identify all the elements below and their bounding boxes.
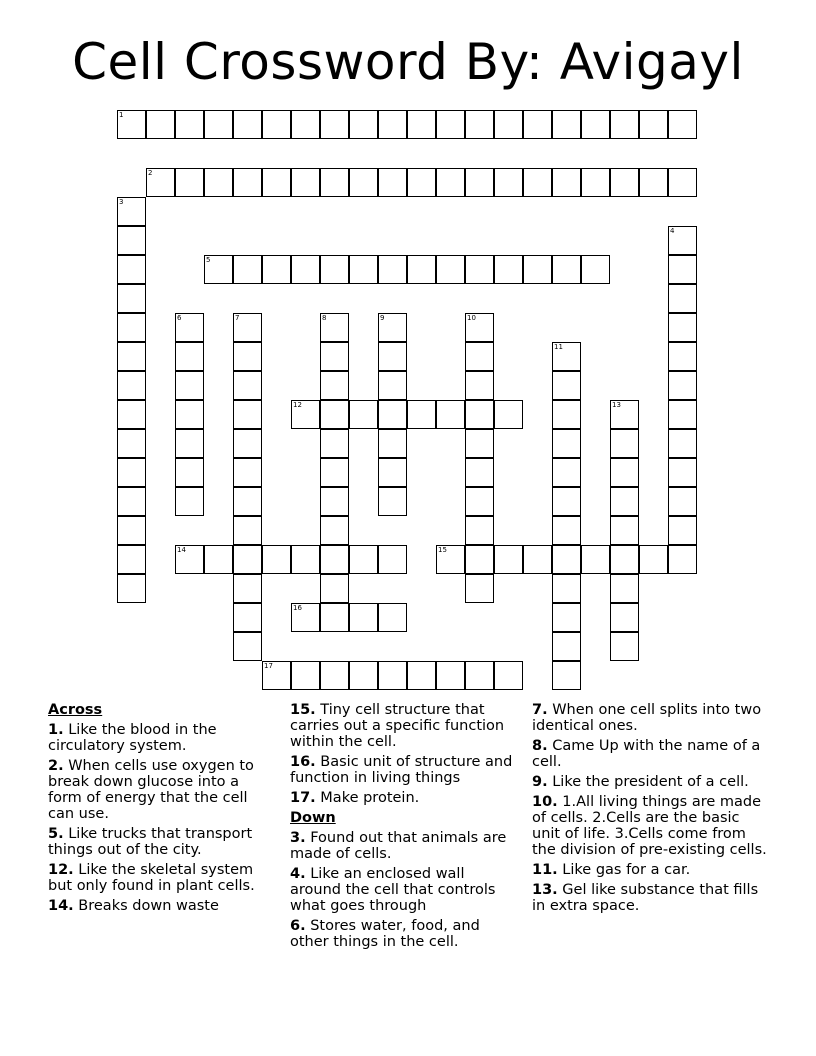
grid-cell[interactable] (494, 545, 523, 574)
grid-cell[interactable] (639, 168, 668, 197)
grid-cell[interactable] (378, 603, 407, 632)
grid-cell[interactable] (610, 603, 639, 632)
grid-cell[interactable] (465, 661, 494, 690)
grid-cell[interactable] (117, 313, 146, 342)
grid-cell[interactable] (610, 458, 639, 487)
clue-across-5: 5. Like trucks that transport things out of the city. (48, 826, 253, 858)
grid-cell[interactable] (610, 429, 639, 458)
grid-cell[interactable] (262, 168, 291, 197)
clue-down-10: 10. 1.All living things are made of cells. 2.Cells are the basic unit of life. 3.Cells come from the division of pre-existing cells. (532, 794, 767, 858)
grid-cell[interactable] (552, 545, 581, 574)
grid-cell[interactable] (668, 371, 697, 400)
grid-cell[interactable] (233, 516, 262, 545)
grid-cell[interactable] (668, 487, 697, 516)
grid-cell[interactable] (117, 458, 146, 487)
grid-cell[interactable] (291, 255, 320, 284)
clue-across-1: 1. Like the blood in the circulatory system. (48, 722, 217, 754)
grid-cell[interactable] (320, 603, 349, 632)
grid-cell[interactable] (610, 487, 639, 516)
grid-cell[interactable] (668, 545, 697, 574)
clue-number: 12 (293, 401, 302, 409)
grid-cell[interactable] (378, 661, 407, 690)
clue-across-15: 15. Tiny cell structure that carries out a specific function within the cell. (290, 702, 505, 750)
grid-cell[interactable] (233, 545, 262, 574)
grid-cell[interactable] (378, 371, 407, 400)
grid-cell[interactable] (117, 371, 146, 400)
grid-cell[interactable] (320, 342, 349, 371)
grid-cell[interactable] (465, 429, 494, 458)
grid-cell[interactable] (146, 110, 175, 139)
grid-cell[interactable] (552, 400, 581, 429)
grid-cell[interactable] (349, 603, 378, 632)
grid-cell[interactable] (610, 545, 639, 574)
grid-cell[interactable] (378, 545, 407, 574)
grid-cell[interactable] (320, 371, 349, 400)
down-heading: Down (290, 810, 336, 826)
grid-cell[interactable] (407, 255, 436, 284)
grid-cell[interactable] (668, 168, 697, 197)
clue-across-2: 2. When cells use oxygen to break down glucose into a form of energy that the cell can use. (48, 758, 254, 822)
grid-cell[interactable] (494, 400, 523, 429)
grid-cell[interactable] (523, 545, 552, 574)
grid-cell[interactable] (465, 255, 494, 284)
grid-cell[interactable] (668, 516, 697, 545)
grid-cell[interactable] (523, 110, 552, 139)
grid-cell[interactable] (117, 255, 146, 284)
grid-cell[interactable] (320, 429, 349, 458)
grid-cell[interactable] (233, 255, 262, 284)
grid-cell[interactable] (610, 110, 639, 139)
grid-cell[interactable] (378, 110, 407, 139)
grid-cell[interactable] (581, 255, 610, 284)
clue-number: 16 (293, 604, 302, 612)
grid-cell[interactable] (175, 168, 204, 197)
grid-cell[interactable] (668, 110, 697, 139)
grid-cell[interactable] (175, 400, 204, 429)
grid-cell[interactable] (581, 168, 610, 197)
grid-cell[interactable] (262, 255, 291, 284)
clue-number: 1 (119, 111, 124, 119)
grid-cell[interactable] (117, 400, 146, 429)
clue-number: 10 (467, 314, 476, 322)
grid-cell[interactable] (436, 661, 465, 690)
grid-cell[interactable] (320, 458, 349, 487)
grid-cell[interactable] (610, 168, 639, 197)
grid-cell[interactable] (204, 110, 233, 139)
clue-down-13: 13. Gel like substance that fills in extra space. (532, 882, 759, 914)
grid-cell[interactable] (320, 110, 349, 139)
clue-down-9: 9. Like the president of a cell. (532, 774, 749, 790)
grid-cell[interactable] (407, 661, 436, 690)
grid-cell[interactable] (320, 400, 349, 429)
grid-cell[interactable] (494, 168, 523, 197)
grid-cell[interactable] (349, 400, 378, 429)
grid-cell[interactable] (668, 400, 697, 429)
grid-cell[interactable] (175, 458, 204, 487)
grid-cell[interactable] (349, 168, 378, 197)
clue-down-4: 4. Like an enclosed wall around the cell that controls what goes through (290, 866, 496, 914)
grid-cell[interactable] (668, 284, 697, 313)
grid-cell[interactable] (291, 168, 320, 197)
grid-cell[interactable] (465, 487, 494, 516)
grid-cell[interactable] (552, 516, 581, 545)
grid-cell[interactable] (407, 168, 436, 197)
grid-cell[interactable] (175, 429, 204, 458)
grid-cell[interactable] (668, 313, 697, 342)
across-heading: Across (48, 702, 103, 718)
grid-cell[interactable] (668, 429, 697, 458)
grid-cell[interactable] (291, 545, 320, 574)
grid-cell[interactable] (320, 255, 349, 284)
grid-cell[interactable] (494, 661, 523, 690)
grid-cell[interactable] (117, 429, 146, 458)
clue-number: 4 (670, 227, 675, 235)
grid-cell[interactable] (204, 545, 233, 574)
grid-cell[interactable] (523, 168, 552, 197)
grid-cell[interactable] (378, 342, 407, 371)
clue-number: 6 (177, 314, 182, 322)
grid-cell[interactable] (465, 545, 494, 574)
grid-cell[interactable] (552, 487, 581, 516)
grid-cell[interactable] (233, 342, 262, 371)
grid-cell[interactable] (581, 110, 610, 139)
clues-column-1 (48, 702, 273, 918)
grid-cell[interactable] (233, 168, 262, 197)
clue-down-8: 8. Came Up with the name of a cell. (532, 738, 761, 770)
clue-number: 15 (438, 546, 447, 554)
grid-cell[interactable] (262, 545, 291, 574)
grid-cell[interactable] (668, 342, 697, 371)
grid-cell[interactable] (465, 574, 494, 603)
grid-cell[interactable] (668, 458, 697, 487)
grid-cell[interactable] (436, 168, 465, 197)
grid-cell[interactable] (407, 110, 436, 139)
clue-across-12: 12. Like the skeletal system but only found in plant cells. (48, 862, 255, 894)
grid-cell[interactable] (552, 574, 581, 603)
grid-cell[interactable] (117, 574, 146, 603)
grid-cell[interactable] (494, 110, 523, 139)
grid-cell[interactable] (233, 574, 262, 603)
grid-cell[interactable] (465, 168, 494, 197)
grid-cell[interactable] (552, 168, 581, 197)
grid-cell[interactable] (117, 487, 146, 516)
grid-cell[interactable] (407, 400, 436, 429)
grid-cell[interactable] (436, 400, 465, 429)
clue-number: 13 (612, 401, 621, 409)
clue-number: 14 (177, 546, 186, 554)
clues-column-2 (290, 702, 518, 954)
grid-cell[interactable] (378, 255, 407, 284)
grid-cell[interactable] (552, 603, 581, 632)
grid-cell[interactable] (117, 284, 146, 313)
grid-cell[interactable] (639, 545, 668, 574)
grid-cell[interactable] (378, 168, 407, 197)
grid-cell[interactable] (668, 255, 697, 284)
grid-cell[interactable] (349, 255, 378, 284)
grid-cell[interactable] (117, 545, 146, 574)
grid-cell[interactable] (378, 487, 407, 516)
grid-cell[interactable] (610, 574, 639, 603)
grid-cell[interactable] (581, 545, 610, 574)
grid-cell[interactable] (436, 255, 465, 284)
grid-cell[interactable] (320, 545, 349, 574)
grid-cell[interactable] (320, 661, 349, 690)
grid-cell[interactable] (552, 661, 581, 690)
grid-cell[interactable] (291, 661, 320, 690)
grid-cell[interactable] (349, 661, 378, 690)
grid-cell[interactable] (117, 516, 146, 545)
grid-cell[interactable] (436, 110, 465, 139)
grid-cell[interactable] (378, 400, 407, 429)
clue-number: 17 (264, 662, 273, 670)
grid-cell[interactable] (320, 574, 349, 603)
grid-cell[interactable] (175, 371, 204, 400)
grid-cell[interactable] (320, 168, 349, 197)
grid-cell[interactable] (378, 458, 407, 487)
grid-cell[interactable] (552, 110, 581, 139)
clue-down-3: 3. Found out that animals are made of cells. (290, 830, 507, 862)
grid-cell[interactable] (552, 371, 581, 400)
grid-cell[interactable] (349, 110, 378, 139)
grid-cell[interactable] (552, 255, 581, 284)
clue-number: 11 (554, 343, 563, 351)
clue-number: 2 (148, 169, 153, 177)
grid-cell[interactable] (494, 255, 523, 284)
grid-cell[interactable] (117, 226, 146, 255)
grid-cell[interactable] (262, 110, 291, 139)
grid-cell[interactable] (233, 371, 262, 400)
grid-cell[interactable] (175, 487, 204, 516)
clue-across-14: 14. Breaks down waste (48, 898, 219, 914)
grid-cell[interactable] (465, 342, 494, 371)
clue-down-11: 11. Like gas for a car. (532, 862, 691, 878)
grid-cell[interactable] (233, 458, 262, 487)
clue-number: 9 (380, 314, 385, 322)
grid-cell[interactable] (233, 487, 262, 516)
page-title: Cell Crossword By: Avigayl (72, 33, 744, 91)
clue-number: 3 (119, 198, 124, 206)
clue-number: 5 (206, 256, 211, 264)
grid-cell[interactable] (465, 110, 494, 139)
clue-down-7: 7. When one cell splits into two identical ones. (532, 702, 762, 734)
grid-cell[interactable] (465, 400, 494, 429)
clue-number: 7 (235, 314, 240, 322)
grid-cell[interactable] (552, 429, 581, 458)
grid-cell[interactable] (349, 545, 378, 574)
grid-cell[interactable] (117, 342, 146, 371)
grid-cell[interactable] (465, 371, 494, 400)
clue-down-6: 6. Stores water, food, and other things in the cell. (290, 918, 480, 950)
grid-cell[interactable] (204, 168, 233, 197)
clues-column-3 (532, 702, 768, 918)
grid-cell[interactable] (465, 458, 494, 487)
grid-cell[interactable] (465, 516, 494, 545)
clue-number: 8 (322, 314, 327, 322)
grid-cell[interactable] (233, 400, 262, 429)
grid-cell[interactable] (233, 429, 262, 458)
grid-cell[interactable] (291, 110, 320, 139)
clue-across-17: 17. Make protein. (290, 790, 420, 806)
grid-cell[interactable] (552, 458, 581, 487)
grid-cell[interactable] (610, 632, 639, 661)
grid-cell[interactable] (523, 255, 552, 284)
grid-cell[interactable] (175, 342, 204, 371)
grid-cell[interactable] (378, 429, 407, 458)
grid-cell[interactable] (552, 632, 581, 661)
grid-cell[interactable] (639, 110, 668, 139)
grid-cell[interactable] (233, 110, 262, 139)
grid-cell[interactable] (610, 516, 639, 545)
grid-cell[interactable] (320, 487, 349, 516)
grid-cell[interactable] (233, 603, 262, 632)
grid-cell[interactable] (233, 632, 262, 661)
grid-cell[interactable] (175, 110, 204, 139)
clue-across-16: 16. Basic unit of structure and function in living things (290, 754, 513, 786)
grid-cell[interactable] (320, 516, 349, 545)
